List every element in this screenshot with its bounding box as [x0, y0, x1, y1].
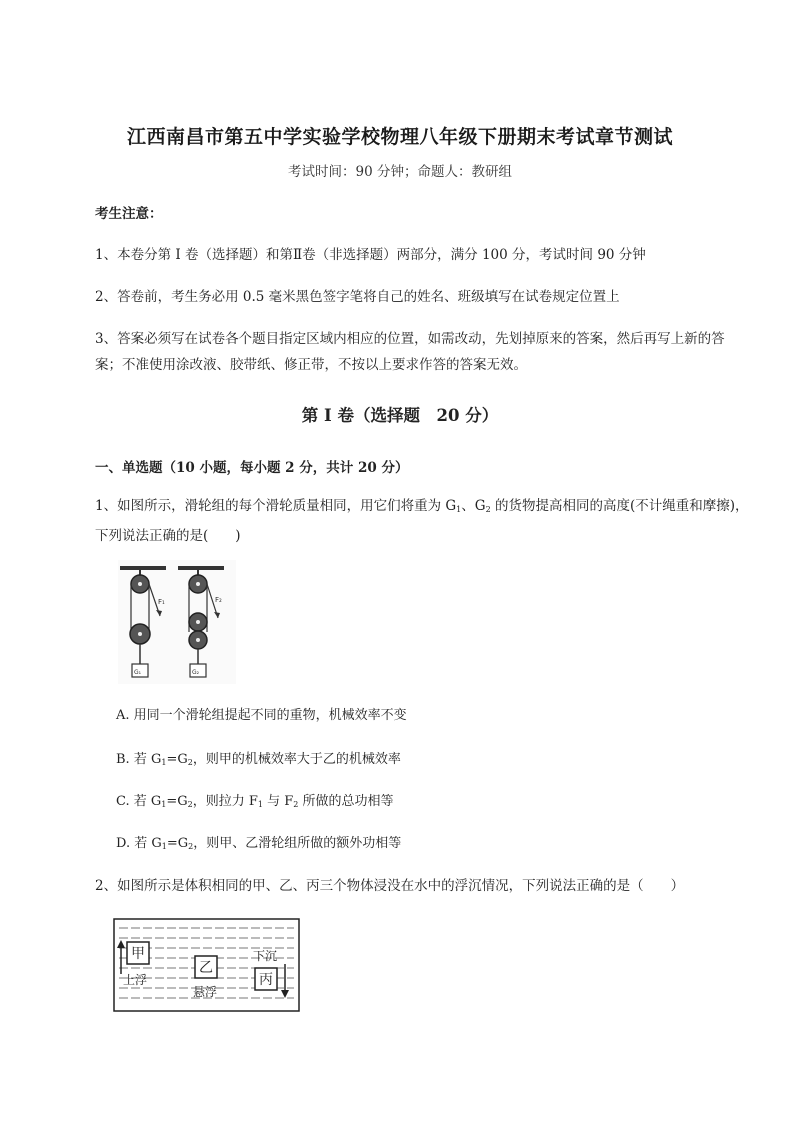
option-text: =G: [166, 836, 189, 851]
option-subscript: 1: [161, 842, 167, 851]
q1-subscript: 2: [485, 505, 491, 514]
option-subscript: 2: [293, 800, 299, 809]
label-g2: G₂: [192, 669, 200, 676]
pulley-system-figure: [118, 560, 236, 684]
option-subscript: 1: [161, 800, 167, 809]
option-text: =G: [166, 794, 188, 809]
section-title: 第 I 卷（选择题 20 分）: [301, 406, 499, 425]
option-text: B. 若 G: [116, 752, 162, 767]
option-subscript: 1: [257, 800, 263, 809]
question-2-text: 2、如图所示是体积相同的甲、乙、丙三个物体浸没在水中的浮沉情况，下列说法正确的是（ ）: [95, 878, 685, 894]
label-f1: F₁: [158, 598, 165, 606]
exam-title: 江西南昌市第五中学实验学校物理八年级下册期末考试章节测试: [126, 126, 673, 148]
notice-item-2: 2、答卷前，考生务必用 0.5 毫米黑色签字笔将自己的姓名、班级填写在试卷规定位置上: [95, 289, 620, 305]
question-1-text: [95, 493, 750, 549]
option-text: =G: [166, 752, 188, 767]
label-up: 上浮: [123, 973, 148, 987]
notice-item-3: 3、答案必须写在试卷各个题目指定区域内相应的位置，如需改动，先划掉原来的答案，然后再写上新的答案；不准使用涂改液、胶带纸、修正带，不按以上要求作答的答案无效。: [95, 331, 725, 373]
notice-heading: 考生注意：: [95, 206, 163, 222]
q1-text-part: 的货物提高相同的高度(不计绳重和摩擦)，下列说法正确的是( ): [95, 498, 749, 544]
option-text: 与 F: [262, 794, 294, 809]
notice-item-1: 1、本卷分第 I 卷（选择题）和第Ⅱ卷（非选择题）两部分，满分 100 分，考试时间 90 分钟: [95, 247, 646, 263]
option-text: ，则拉力 F: [192, 794, 258, 809]
option-text: 所做的总功相等: [298, 794, 394, 809]
option-subscript: 2: [187, 800, 193, 809]
exam-subtitle: 考试时间：90 分钟；命题人：教研组: [288, 164, 512, 180]
part-heading: 一、单选题（10 小题，每小题 2 分，共计 20 分）: [95, 460, 409, 476]
label-g1: G₁: [134, 669, 142, 676]
q1-option-d[interactable]: [116, 834, 401, 857]
option-text: D. 若 G: [116, 836, 162, 851]
q1-option-c[interactable]: [116, 792, 394, 815]
ceiling-right: [178, 566, 224, 570]
buoyancy-figure: [113, 918, 300, 1012]
option-subscript: 2: [187, 758, 193, 767]
label-f2: F₂: [215, 596, 222, 604]
label-down: 下沉: [253, 949, 278, 963]
label-yi: 乙: [199, 960, 213, 976]
option-subscript: 2: [188, 842, 194, 851]
option-text: ，则甲、乙滑轮组所做的额外功相等: [193, 836, 402, 851]
q1-option-b[interactable]: [116, 750, 401, 773]
label-jia: 甲: [131, 946, 145, 962]
q1-subscript: 1: [456, 505, 462, 514]
option-subscript: 1: [161, 758, 167, 767]
label-float: 悬浮: [193, 985, 218, 999]
q1-option-a[interactable]: A. 用同一个滑轮组提起不同的重物，机械效率不变: [116, 708, 407, 723]
option-text: C. 若 G: [116, 794, 162, 809]
ceiling-left: [120, 566, 166, 570]
label-bing: 丙: [259, 972, 273, 988]
q1-text-part: 1、如图所示，滑轮组的每个滑轮质量相同，用它们将重为 G: [95, 498, 457, 514]
option-text: ，则甲的机械效率大于乙的机械效率: [192, 752, 401, 767]
q1-text-part: 、G: [461, 498, 486, 514]
